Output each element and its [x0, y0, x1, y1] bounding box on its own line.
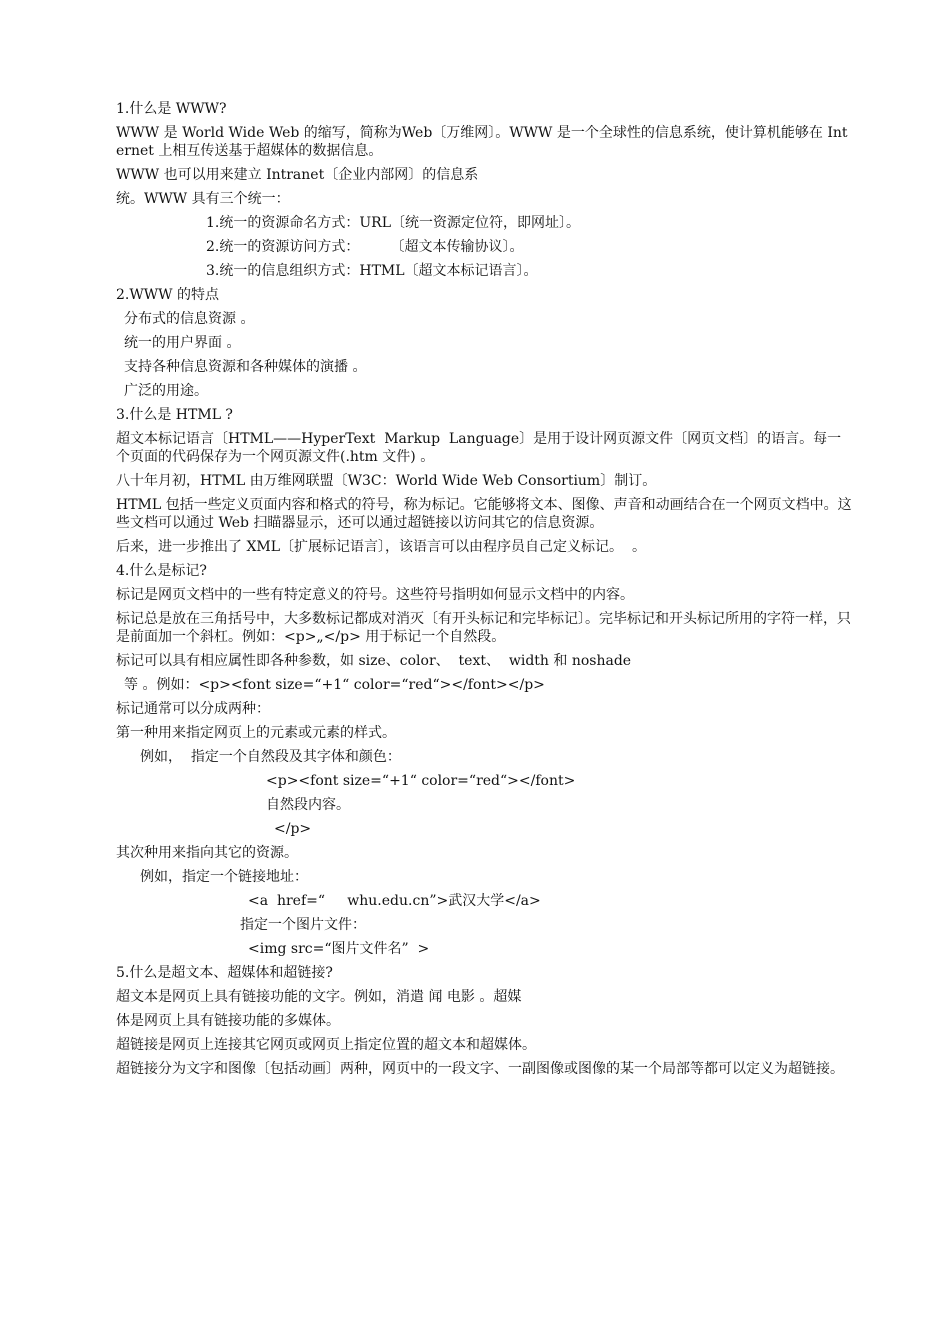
- document-page: [116, 100, 852, 1084]
- code-img-tag: <img src=“图片文件名” >: [248, 941, 430, 957]
- section-4-para-3: 标记可以具有相应属性即各种参数，如 size、color、 text、 width 和 noshade: [116, 653, 632, 669]
- section-5-para-4: 超链接分为文字和图像〔包括动画〕两种，网页中的一段文字、一副图像或图像的某一个局部等都可以定义为超链接。: [116, 1061, 844, 1077]
- section-4-para-6: 第一种用来指定网页上的元素或元素的样式。: [116, 725, 396, 741]
- section-1-para-3: 统。WWW 具有三个统一：: [116, 191, 290, 207]
- unification-item-1: 1.统一的资源命名方式：URL〔统一资源定位符，即网址〕。: [206, 215, 580, 231]
- code-anchor-tag: <a href=“ whu.edu.cn”>武汉大学</a>: [248, 893, 541, 909]
- section-4-para-4: 等 。例如：<p><font size=“+1“ color=“red“></font></p>: [124, 677, 545, 693]
- section-5-para-2: 体是网页上具有链接功能的多媒体。: [116, 1013, 340, 1029]
- section-5-para-3: 超链接是网页上连接其它网页或网页上指定位置的超文本和超媒体。: [116, 1037, 536, 1053]
- feature-item-4: 广泛的用途。: [124, 383, 208, 399]
- feature-item-2: 统一的用户界面 。: [124, 335, 241, 351]
- section-3-para-1: 超文本标记语言〔HTML——HyperText Markup Language〕是用于设计网页源文件〔网页文档〕的语言。每一个页面的代码保存为一个网页源文件(.htm 文件) 。: [116, 431, 842, 465]
- code-paragraph-close: </p>: [274, 821, 312, 837]
- section-3-para-4: 后来，进一步推出了 XML〔扩展标记语言〕，该语言可以由程序员自己定义标记。 。: [116, 539, 646, 555]
- unification-item-3: 3.统一的信息组织方式：HTML〔超文本标记语言〕。: [206, 263, 538, 279]
- section-3-heading: 3.什么是 HTML ?: [116, 407, 233, 423]
- section-5-para-1: 超文本是网页上具有链接功能的文字。例如，消遣 闻 电影 。超媒: [116, 989, 522, 1005]
- feature-item-1: 分布式的信息资源 。: [124, 311, 255, 327]
- section-4-example-3: 指定一个图片文件：: [240, 917, 366, 933]
- section-4-para-2: 标记总是放在三角括号中，大多数标记都成对消灭〔有开头标记和完毕标记〕。完毕标记和开头标记所用的字符一样，只是前面加一个斜杠。例如：<p>„</p> 用于标记一个自然段。: [116, 611, 851, 645]
- section-4-example-2: 例如，指定一个链接地址：: [140, 869, 308, 885]
- section-2-heading: 2.WWW 的特点: [116, 287, 219, 303]
- section-4-para-7: 其次种用来指向其它的资源。: [116, 845, 298, 861]
- code-paragraph-content: 自然段内容。: [266, 797, 350, 813]
- section-1-para-1: WWW 是 World Wide Web 的缩写，简称为Web〔万维网〕。WWW 是一个全球性的信息系统，使计算机能够在 Internet 上相互传送基于超媒体的数据信息。: [116, 125, 848, 159]
- section-3-para-3: HTML 包括一些定义页面内容和格式的符号，称为标记。它能够将文本、图像、声音和动画结合在一个网页文档中。这些文档可以通过 Web 扫瞄器显示，还可以通过超链接以访问其它的信息资源。: [116, 497, 852, 531]
- section-4-heading: 4.什么是标记?: [116, 563, 207, 579]
- code-font-tag: <p><font size=“+1“ color=“red“></font>: [266, 773, 576, 789]
- section-5-heading: 5.什么是超文本、超媒体和超链接?: [116, 965, 333, 981]
- section-4-para-1: 标记是网页文档中的一些有特定意义的符号。这些符号指明如何显示文档中的内容。: [116, 587, 634, 603]
- section-4-para-5: 标记通常可以分成两种：: [116, 701, 270, 717]
- unification-item-2: 2.统一的资源访问方式： 〔超文本传输协议〕。: [206, 239, 524, 255]
- section-4-example-1: 例如， 指定一个自然段及其字体和颜色：: [140, 749, 401, 765]
- feature-item-3: 支持各种信息资源和各种媒体的演播 。: [124, 359, 367, 375]
- section-3-para-2: 八十年月初，HTML 由万维网联盟〔W3C：World Wide Web Consortium〕制订。: [116, 473, 657, 489]
- section-1-para-2: WWW 也可以用来建立 Intranet〔企业内部网〕的信息系: [116, 167, 479, 183]
- section-1-heading: 1.什么是 WWW?: [116, 101, 227, 117]
